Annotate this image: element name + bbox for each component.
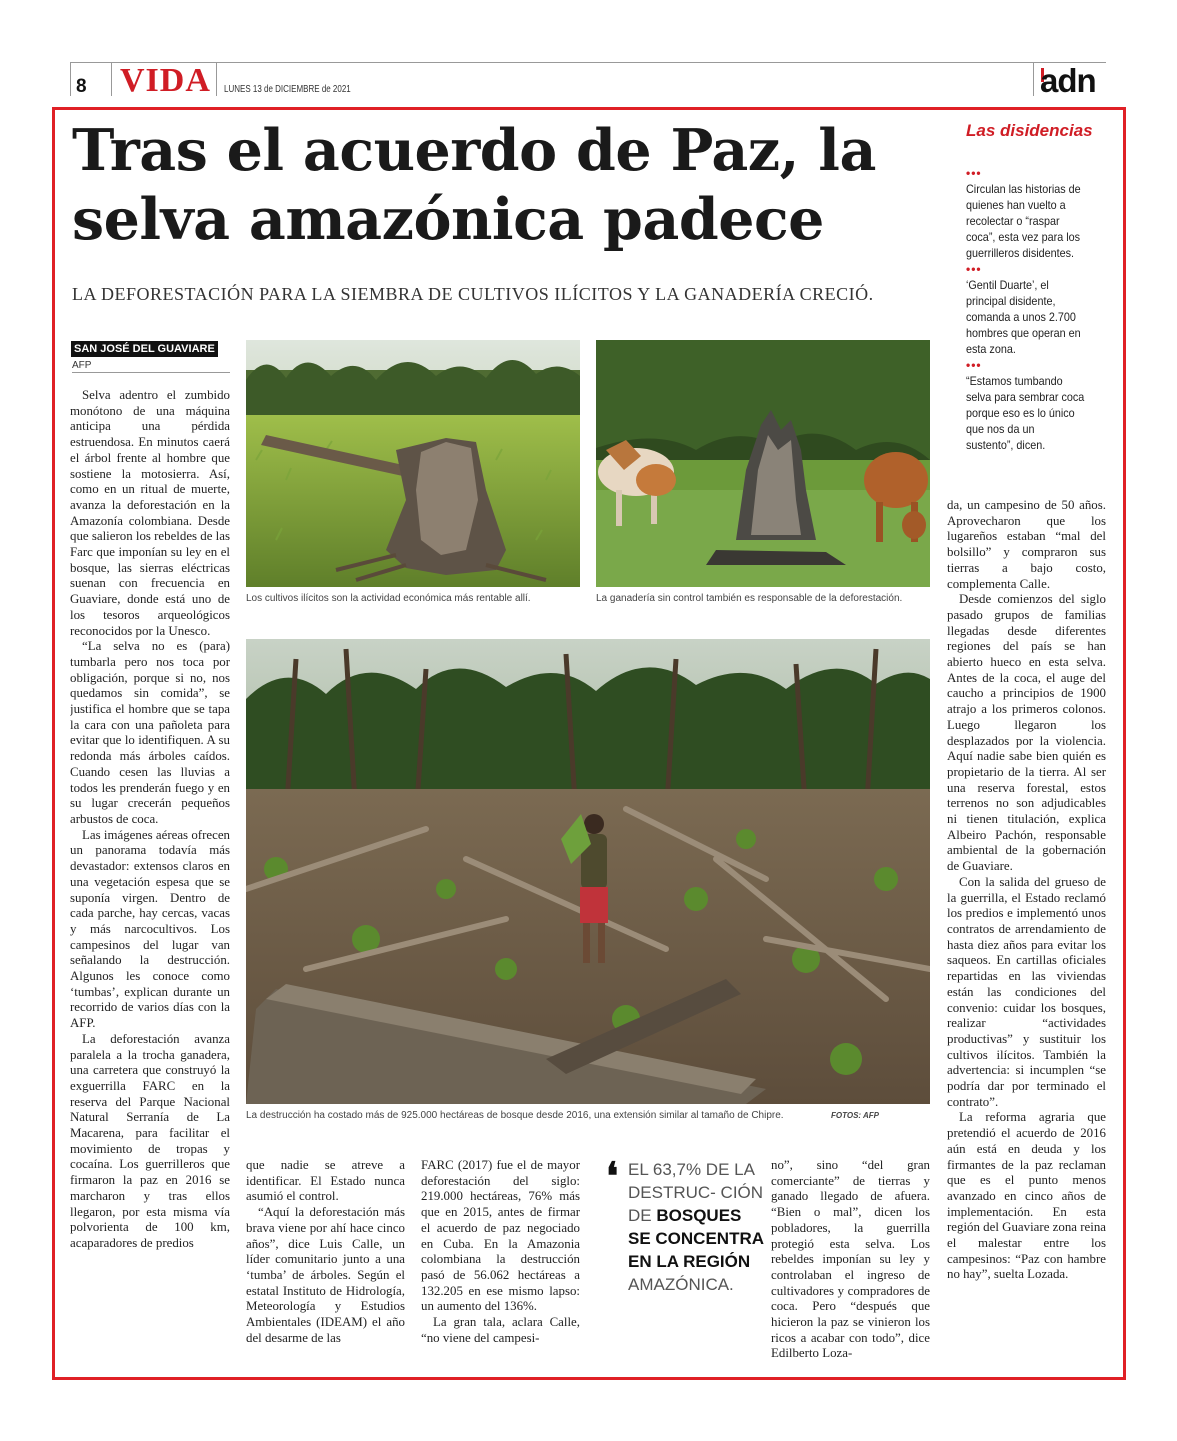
article-column-3 <box>421 1158 580 1363</box>
byline: SAN JOSÉ DEL GUAVIARE <box>71 341 218 357</box>
masthead-divider <box>70 62 71 96</box>
photo-deforestation-image <box>246 639 930 1104</box>
byline-rule <box>72 372 230 373</box>
sidebar-item: Circulan las historias de quienes han vuelto a recolectar o “raspar coca”, esta vez para los guerrilleros disidentes. <box>966 182 1081 260</box>
newspaper-logo: adn <box>1040 62 1096 99</box>
issue-date: LUNES 13 de DICIEMBRE de 2021 <box>224 84 351 95</box>
photo-caption: La ganadería sin control también es responsable de la deforestación. <box>596 593 903 604</box>
paragraph: Desde comienzos del siglo pasado grupos de familias llegadas desde diferentes regiones del país se han abierto hueco en esta selva. Antes de la coca, el auge del caucho a principios de 1900 atrajo a los primeros colonos. Luego llegaron los desplazados por la violencia. Aquí nadie sabe bien quién es propietario de la tierra. Al ser una reserva forestal, estos terrenos no son adjudicables ni tienen titulación, explica Albeiro Pachón, responsable ambiental de la gobernación de Guaviare. <box>947 592 1106 874</box>
article-column-1 <box>70 388 230 1363</box>
pull-quote-highlight: BOSQUES SE CONCENTRA EN LA REGIÓN <box>628 1206 764 1271</box>
paragraph: no”, sino “del gran comerciante” de tierras y ganado llegado de afuera. “Bien o mal”, dicen los pobladores, la guerrilla protegió esta selva. Los rebeldes imponían su ley y controlaban el ingreso de cultivadores y compradores de coca. Pero “después que hicieron la paz se vinieron los ricos a acabar con todo”, dice Edilberto Loza- <box>771 1158 930 1361</box>
page-number: 8 <box>76 76 87 97</box>
masthead-divider <box>216 62 217 96</box>
paragraph: FARC (2017) fue el de mayor deforestación del siglo: 219.000 hectáreas, 76% más que en 2015, antes de firmar el acuerdo de paz negociado en Cuba. En la Amazonia colombiana la destrucción pasó de 56.062 hectáreas a 132.205 en ese mismo lapso: un aumento del 136%. <box>421 1158 580 1314</box>
pull-quote-text: EL 63,7% DE LA DESTRUC- CIÓN DE <box>628 1160 764 1225</box>
paragraph: Las imágenes aéreas ofrecen un panorama todavía más devastador: extensos claros en una vegetación espesa que se suponía virgen. Dentro de cada parche, hay cercas, vacas y más narcocultivos. Los campesinos del lugar van señalando la destrucción. Algunos les conoce como ‘tumbas’, explican durante un recorrido de varios días con la AFP. <box>70 827 230 1031</box>
photo-deforestation <box>246 639 930 1104</box>
masthead-divider <box>111 62 112 96</box>
paragraph: Selva adentro el zumbido monótono de una máquina anticipa una pérdida estruendosa. En minutos caerá el árbol frente al hombre que sostiene la motosierra. Así, como en un ritual de muerte, avanza la deforestación en la Amazonía colombiana. Desde que salieron los rebeldes de las Farc que imponían su ley en el bosque, las sierras eléctricas suenan con frecuencia en Guaviare, donde está uno de los tesoros arqueológicos reconocidos por la Unesco. <box>70 388 230 638</box>
photo-cattle-image <box>596 340 930 587</box>
paragraph: La reforma agraria que pretendió el acuerdo de 2016 aún está en deuda y los firmantes de la paz reclaman que es el punto menos avanzado en cinco años de implementación. En esta región del Guaviare zona reina el malestar entre los campesinos: “Paz con hambre no hay”, suelta Lozada. <box>947 1110 1106 1282</box>
headline: Tras el acuerdo de Paz, la selva amazónica padece <box>72 117 876 253</box>
pull-quote <box>628 1158 768 1296</box>
quote-mark-icon: ❛ <box>606 1156 619 1198</box>
sidebar-dots: ••• <box>966 358 982 372</box>
photo-cattle <box>596 340 930 587</box>
paragraph: La gran tala, aclara Calle, “no viene del campesi- <box>421 1315 580 1345</box>
sidebar-title: Las disidencias <box>966 121 1093 140</box>
paragraph: da, un campesino de 50 años. Aprovecharon que los lugareños estaban “mal del bolsillo” y compraron sus tierras a bajo costo, complementa Calle. <box>947 498 1106 591</box>
article-column-2 <box>246 1158 405 1363</box>
masthead-rule <box>70 62 1106 63</box>
paragraph: “Aquí la deforestación más brava viene por ahí hace cinco años”, dice Luis Calle, un líder comunitario junto a una ‘tumba’ de árboles. Según el estatal Instituto de Hidrología, Meteorología y Estudios Ambientales (IDEAM) el año del desarme de las <box>246 1205 405 1345</box>
photo-coca-field <box>246 340 580 587</box>
paragraph: Con la salida del grueso de la guerrilla, el Estado reclamó los predios e implementó unos contratos de arrendamiento de hasta diez años para evitar los saqueos. En cartillas oficiales repartidas en las viviendas están las condiciones del convenio: cuidar los bosques, realizar “actividades productivas” y sustituir los cultivos ilícitos. También la advertencia: si incumplen “se podría dar por terminado el contrato”. <box>947 874 1106 1109</box>
paragraph: que nadie se atreve a identificar. El Estado nunca asumió el control. <box>246 1158 405 1204</box>
agency: AFP <box>72 360 92 371</box>
photo-caption: La destrucción ha costado más de 925.000 hectáreas de bosque desde 2016, una extensión similar al tamaño de Chipre. <box>246 1110 784 1121</box>
paragraph: La deforestación avanza paralela a la trocha ganadera, una carretera que construyó la exguerrilla FARC en la reserva del Parque Nacional Natural Serranía de La Macarena, para facilitar el movimiento de tropas y cocaína. Los guerrilleros que firmaron la paz en 2016 se marcharon y tras ellos llegaron, por esta misma vía polvorienta de 100 km, acaparadores de predios <box>70 1031 230 1250</box>
article-column-4 <box>771 1158 930 1363</box>
sidebar-item: ‘Gentil Duarte’, el principal disidente, comanda a unos 2.700 hombres que operan en esta zona. <box>966 278 1081 356</box>
pull-quote-text: AMAZÓNICA. <box>628 1275 734 1294</box>
photo-coca-field-image <box>246 340 580 587</box>
subheadline: LA DEFORESTACIÓN PARA LA SIEMBRA DE CULTIVOS ILÍCITOS Y LA GANADERÍA CRECIÓ. <box>72 284 874 304</box>
sidebar-item: “Estamos tumbando selva para sembrar coca porque eso es lo único que nos da un sustento”, dicen. <box>966 374 1085 452</box>
photo-credit: FOTOS: AFP <box>831 1111 879 1120</box>
article-column-5 <box>947 498 1106 1363</box>
section-title: VIDA <box>120 62 211 99</box>
masthead-divider <box>1033 62 1034 96</box>
sidebar-dots: ••• <box>966 166 982 180</box>
photo-caption: Los cultivos ilícitos son la actividad económica más rentable allí. <box>246 593 531 604</box>
paragraph: “La selva no es (para) tumbarla pero nos toca por obligación, porque si no, nos quedamos sin comida”, se justifica el hombre que se tapa la cara con una pañoleta para evitar que lo identifiquen. A su redonda más árboles caídos. Cuando cesen las lluvias a todos les prenderán fuego y en su lugar crecerán pequeños arbustos de coca. <box>70 639 230 826</box>
sidebar-dots: ••• <box>966 262 982 276</box>
